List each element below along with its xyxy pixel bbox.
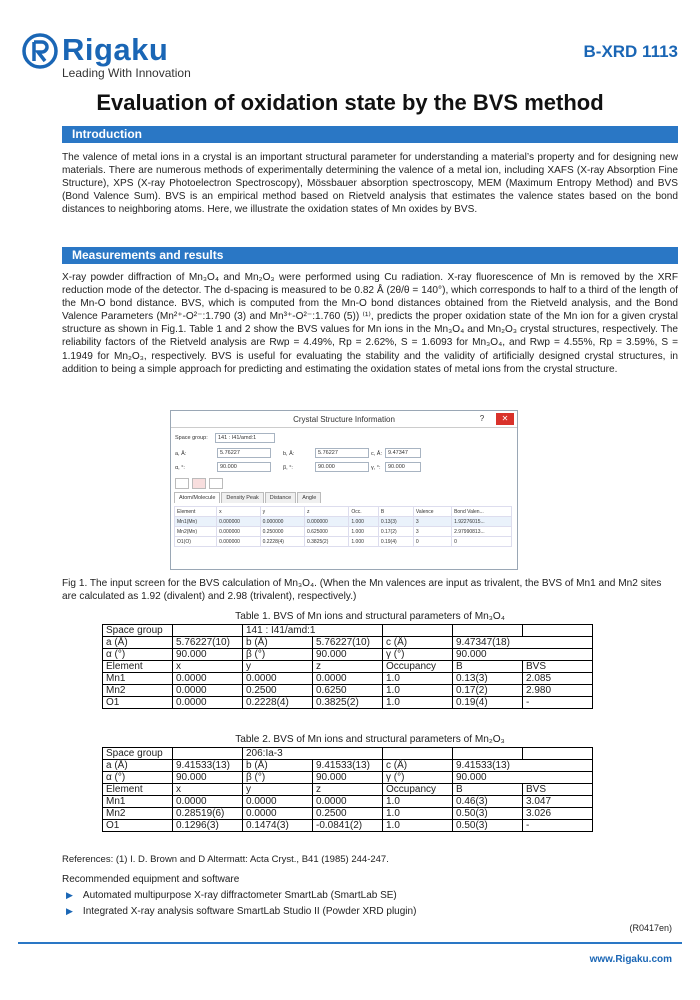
table-cell xyxy=(523,625,593,637)
grid-col-x: x xyxy=(217,507,260,517)
close-button[interactable]: ✕ xyxy=(496,413,514,425)
grid-col-element: Element xyxy=(175,507,217,517)
table-cell xyxy=(383,748,453,760)
table-cell: BVS xyxy=(523,784,593,796)
table-cell xyxy=(383,625,453,637)
tab-angle[interactable]: Angle xyxy=(297,492,321,503)
grid-cell[interactable]: 0.000000 xyxy=(260,517,304,527)
table-cell: 90.000 xyxy=(313,772,383,784)
table-cell: 0.17(2) xyxy=(453,685,523,697)
atom-grid-row[interactable] xyxy=(175,527,512,537)
atom-grid-row[interactable] xyxy=(175,517,512,527)
table-cell: β (°) xyxy=(243,772,313,784)
grid-cell[interactable]: 1.000 xyxy=(349,537,378,547)
table-cell: 0.0000 xyxy=(173,796,243,808)
page-title: Evaluation of oxidation state by the BVS method xyxy=(96,90,604,115)
table-cell: 0.0000 xyxy=(243,673,313,685)
grid-cell[interactable]: 0.000000 xyxy=(217,527,260,537)
bullet-triangle-icon: ▶ xyxy=(66,890,73,900)
equipment-heading: Recommended equipment and software xyxy=(62,874,240,885)
grid-cell[interactable]: 0.2228(4) xyxy=(260,537,304,547)
crystal-structure-dialog xyxy=(170,410,518,570)
tab-distance[interactable]: Distance xyxy=(265,492,296,503)
table-cell: 0.2500 xyxy=(313,808,383,820)
references: References: (1) I. D. Brown and D Altermatt: Acta Cryst., B41 (1985) 244-247. xyxy=(62,854,389,865)
alpha-label: α, °: xyxy=(175,465,185,471)
table-cell: γ (°) xyxy=(383,772,453,784)
grid-cell[interactable]: Mn1(Mn) xyxy=(175,517,217,527)
tab-atom-molecule[interactable]: Atom/Molecule xyxy=(174,492,220,503)
table-cell: 90.000 xyxy=(173,649,243,661)
b-label: b, Å: xyxy=(283,451,295,457)
grid-cell[interactable]: 1.000 xyxy=(349,517,378,527)
table-cell: 9.41533(13) xyxy=(453,760,593,772)
table-cell: 0.0000 xyxy=(243,808,313,820)
table-cell: 9.41533(13) xyxy=(313,760,383,772)
grid-cell[interactable]: 3 xyxy=(413,517,451,527)
table-row xyxy=(103,772,593,784)
table1-caption: Table 1. BVS of Mn ions and structural parameters of Mn₃O₄ xyxy=(235,611,505,622)
table-cell: 0.1474(3) xyxy=(243,820,313,832)
add-atom-icon[interactable] xyxy=(175,478,189,489)
c-field[interactable]: 9.47347 xyxy=(385,448,421,458)
atom-grid xyxy=(174,506,512,547)
table-cell: BVS xyxy=(523,661,593,673)
grid-cell[interactable]: 2.97990813... xyxy=(452,527,512,537)
table-cell: O1 xyxy=(103,697,173,709)
grid-cell[interactable]: 0.000000 xyxy=(304,517,348,527)
bullet-triangle-icon: ▶ xyxy=(66,906,73,916)
grid-col-valence: Valence xyxy=(413,507,451,517)
table-cell: 90.000 xyxy=(453,649,593,661)
table2 xyxy=(102,747,593,832)
dialog-tabs xyxy=(174,492,322,503)
grid-cell[interactable]: 0.17(2) xyxy=(378,527,413,537)
grid-col-z: z xyxy=(304,507,348,517)
table-cell: 90.000 xyxy=(453,772,593,784)
table-cell: 0.2500 xyxy=(243,685,313,697)
a-field[interactable]: 5.76227 xyxy=(217,448,271,458)
table-row xyxy=(103,760,593,772)
document-number: B-XRD 1113 xyxy=(583,42,678,61)
grid-cell[interactable]: 0.000000 xyxy=(217,517,260,527)
table-cell: b (Å) xyxy=(243,760,313,772)
table-cell xyxy=(173,748,243,760)
table-cell: x xyxy=(173,661,243,673)
table-cell: 0.0000 xyxy=(173,673,243,685)
table-cell: a (Å) xyxy=(103,637,173,649)
tagline: Leading With Innovation xyxy=(62,66,191,80)
table-cell: 90.000 xyxy=(313,649,383,661)
delete-atom-icon[interactable] xyxy=(192,478,206,489)
table-cell: 0.0000 xyxy=(313,673,383,685)
table-header-row xyxy=(103,661,593,673)
a-label: a, Å: xyxy=(175,451,187,457)
table-cell: Mn1 xyxy=(103,796,173,808)
table-cell: 9.47347(18) xyxy=(453,637,593,649)
table-cell: Space group xyxy=(103,625,173,637)
table-cell: Element xyxy=(103,661,173,673)
edit-atom-icon[interactable] xyxy=(209,478,223,489)
b-field[interactable]: 5.76227 xyxy=(315,448,369,458)
equipment-item-text: Integrated X-ray analysis software SmartLab Studio II (Powder XRD plugin) xyxy=(82,906,417,917)
grid-col-bond-valence: Bond Valen... xyxy=(452,507,512,517)
table-cell: c (Å) xyxy=(383,637,453,649)
space-group-field[interactable]: 141 : I41/amd:1 xyxy=(215,433,275,443)
intro-heading: Introduction xyxy=(62,126,678,143)
table-cell: 0.0000 xyxy=(243,796,313,808)
table-cell: α (°) xyxy=(103,649,173,661)
table-cell: 3.026 xyxy=(523,808,593,820)
table-cell: 206:Ia-3 xyxy=(243,748,383,760)
footer-divider xyxy=(18,942,682,944)
table-cell: α (°) xyxy=(103,772,173,784)
table-cell: Element xyxy=(103,784,173,796)
table-cell xyxy=(453,625,523,637)
table-cell: 5.76227(10) xyxy=(173,637,243,649)
table-cell: O1 xyxy=(103,820,173,832)
table-row xyxy=(103,796,593,808)
table-row xyxy=(103,673,593,685)
table-cell: 2.980 xyxy=(523,685,593,697)
grid-col-occ: Occ. xyxy=(349,507,378,517)
intro-paragraph: The valence of metal ions in a crystal is an important structural parameter for understanding a material’s property and for designing new materials. There are numerous methods of experimentally determining the valence of a metal ion, including XAFS (X-ray Absorption Fine Structure), XPS (X-ray Photoelectron Spectroscopy), Mössbauer absorption spectroscopy, MEM (Maximum Entropy Method) and BVS (Bond Valence Sum). BVS is an empirical method based on Rietveld analysis that estimates the valence states based on the bond distances to neighboring atoms. Here, we illustrate the oxidation states of Mn oxides by BVS. xyxy=(62,152,678,216)
grid-cell[interactable]: 3 xyxy=(413,527,451,537)
table-row xyxy=(103,649,593,661)
grid-cell[interactable]: O1(O) xyxy=(175,537,217,547)
table-cell: B xyxy=(453,661,523,673)
website-link[interactable]: www.Rigaku.com xyxy=(589,954,672,965)
table-row xyxy=(103,697,593,709)
table-cell: 0.46(3) xyxy=(453,796,523,808)
table-header-row xyxy=(103,784,593,796)
tab-density-peak[interactable]: Density Peak xyxy=(221,492,263,503)
table-cell: γ (°) xyxy=(383,649,453,661)
document-code: (R0417en) xyxy=(629,923,672,933)
equipment-item xyxy=(66,906,416,917)
c-label: c, Å: xyxy=(371,451,383,457)
equipment-item xyxy=(66,890,397,901)
beta-field[interactable]: 90.000 xyxy=(315,462,369,472)
table-cell: a (Å) xyxy=(103,760,173,772)
results-paragraph: X-ray powder diffraction of Mn₃O₄ and Mn₂O₃ were performed using Cu radiation. X-ray fluorescence of Mn is removed by the XRF reduction mode of the detector. The d-spacing is measured to be 0.82 Å (2θ/θ = 140°), which corresponds to half to a third of the length of the Mn-O bond distance. BVS, which is computed from the Mn-O bond distances obtained from the Rietveld analysis, and the Bond Valence Parameters (Mn²⁺-O²⁻:1.790 (3) and Mn³⁺-O²⁻:1.760 (5)) ⁽¹⁾, predicts the proper oxidation state of the Mn ion for a given crystal structure as shown in Fig.1. Table 1 and 2 show the BVS values for Mn ions in the Mn₃O₄ and Mn₂O₃ crystal structures, respectively. The reliability factors of the Rietveld analysis are Rwp = 4.49%, Rp = 2.62%, S = 1.6093 for Mn₃O₄, and Rwp = 4.55%, Rp = 3.59%, S = 1.1949 for Mn₂O₃, respectively. BVS is useful for evaluating the stability and the validity of artificially designed crystal structures, in addition to being a simple approach for predicting and estimating the oxidation states of metal ions from the crystal structure. xyxy=(62,272,678,375)
grid-cell[interactable]: 0 xyxy=(413,537,451,547)
table-cell: 1.0 xyxy=(383,808,453,820)
table-row xyxy=(103,820,593,832)
grid-cell[interactable]: 1.92276015... xyxy=(452,517,512,527)
table-cell: 9.41533(13) xyxy=(173,760,243,772)
table-cell: 141 : I41/amd:1 xyxy=(243,625,383,637)
beta-label: β, °: xyxy=(283,465,293,471)
table-cell: B xyxy=(453,784,523,796)
grid-cell[interactable]: 0.000000 xyxy=(217,537,260,547)
table-cell: 0.28519(6) xyxy=(173,808,243,820)
table-cell: 1.0 xyxy=(383,685,453,697)
table-row xyxy=(103,625,593,637)
gamma-label: γ, °: xyxy=(371,465,381,471)
table-cell: -0.0841(2) xyxy=(313,820,383,832)
table-cell: 0.2228(4) xyxy=(243,697,313,709)
table-cell xyxy=(173,625,243,637)
table-cell: 0.0000 xyxy=(313,796,383,808)
table-cell: - xyxy=(523,697,593,709)
rigaku-logo-icon xyxy=(22,33,58,69)
grid-col-y: y xyxy=(260,507,304,517)
dialog-title: Crystal Structure Information xyxy=(293,415,395,424)
help-button[interactable]: ? xyxy=(479,414,485,423)
table-cell: 0.50(3) xyxy=(453,820,523,832)
atom-grid-row[interactable] xyxy=(175,537,512,547)
table-cell: Mn2 xyxy=(103,685,173,697)
equipment-item-text: Automated multipurpose X-ray diffractometer SmartLab (SmartLab SE) xyxy=(82,890,397,901)
grid-cell[interactable]: 0.3825(2) xyxy=(304,537,348,547)
table-cell xyxy=(453,748,523,760)
space-group-label: Space group: xyxy=(175,435,208,441)
grid-cell[interactable]: 0.19(4) xyxy=(378,537,413,547)
grid-cell[interactable]: 0.250000 xyxy=(260,527,304,537)
table-cell: 1.0 xyxy=(383,697,453,709)
gamma-field[interactable]: 90.000 xyxy=(385,462,421,472)
grid-col-b: B xyxy=(378,507,413,517)
grid-cell[interactable]: 0.625000 xyxy=(304,527,348,537)
table-cell: 0.6250 xyxy=(313,685,383,697)
results-heading: Measurements and results xyxy=(62,247,678,264)
table-cell: 0.19(4) xyxy=(453,697,523,709)
table-cell: 3.047 xyxy=(523,796,593,808)
table-row xyxy=(103,748,593,760)
brand-name: Rigaku xyxy=(62,32,169,67)
grid-cell[interactable]: 0 xyxy=(452,537,512,547)
table-cell: x xyxy=(173,784,243,796)
table-cell: - xyxy=(523,820,593,832)
table-cell: 0.1296(3) xyxy=(173,820,243,832)
table-cell: 0.0000 xyxy=(173,697,243,709)
table2-caption: Table 2. BVS of Mn ions and structural parameters of Mn₂O₃ xyxy=(235,734,505,745)
atom-grid-header xyxy=(175,507,512,517)
table-cell: Space group xyxy=(103,748,173,760)
table-cell: 1.0 xyxy=(383,796,453,808)
table-cell: 2.085 xyxy=(523,673,593,685)
table-cell: c (Å) xyxy=(383,760,453,772)
table-row xyxy=(103,637,593,649)
table-cell: Occupancy xyxy=(383,784,453,796)
table-cell: y xyxy=(243,661,313,673)
table-row xyxy=(103,685,593,697)
table-row xyxy=(103,808,593,820)
table-cell: 0.50(3) xyxy=(453,808,523,820)
table1 xyxy=(102,624,593,709)
table-cell: 5.76227(10) xyxy=(313,637,383,649)
table-cell: 0.3825(2) xyxy=(313,697,383,709)
table-cell xyxy=(523,748,593,760)
table-cell: 0.13(3) xyxy=(453,673,523,685)
grid-cell[interactable]: Mn2(Mn) xyxy=(175,527,217,537)
table-cell: z xyxy=(313,784,383,796)
table-cell: b (Å) xyxy=(243,637,313,649)
table-cell: Mn1 xyxy=(103,673,173,685)
dialog-titlebar xyxy=(171,411,517,428)
table-cell: 1.0 xyxy=(383,820,453,832)
table-cell: Occupancy xyxy=(383,661,453,673)
table-cell: 90.000 xyxy=(173,772,243,784)
figure-caption: Fig 1. The input screen for the BVS calculation of Mn₃O₄. (When the Mn valences are input as trivalent, the BVS of Mn1 and Mn2 sites are calculated as 1.92 (divalent) and 2.98 (trivalent), respectively.) xyxy=(62,578,662,602)
table-cell: 0.0000 xyxy=(173,685,243,697)
alpha-field[interactable]: 90.000 xyxy=(217,462,271,472)
table-cell: 1.0 xyxy=(383,673,453,685)
grid-cell[interactable]: 0.13(3) xyxy=(378,517,413,527)
table-cell: Mn2 xyxy=(103,808,173,820)
table-cell: z xyxy=(313,661,383,673)
table-cell: y xyxy=(243,784,313,796)
grid-cell[interactable]: 1.000 xyxy=(349,527,378,537)
table-cell: β (°) xyxy=(243,649,313,661)
